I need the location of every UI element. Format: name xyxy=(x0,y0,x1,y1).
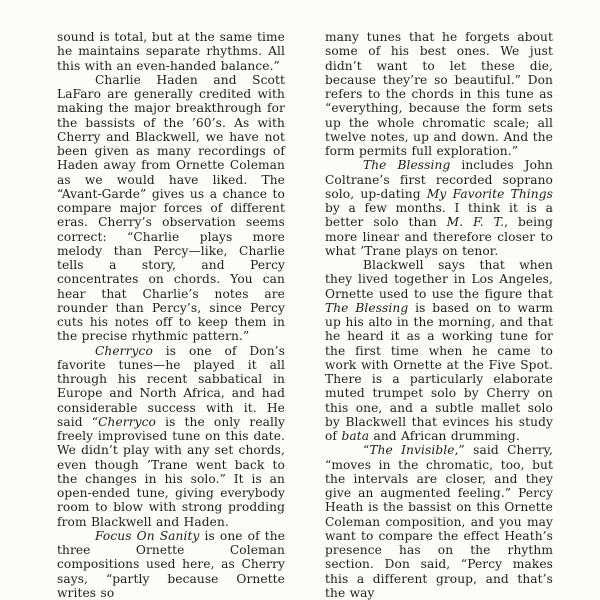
italic-text-segment: The Blessing xyxy=(325,300,409,315)
right-column xyxy=(325,30,553,600)
text-segment: ,” said Cherry, “moves in the chromatic, too, but the intervals are closer, and they give an augmented feeling.” Percy Heath is the bassist on this Ornette Coleman composition, and you may want to compare the effect Heath’s presence has on the rhythm section. Don said, “Percy makes this a different group, and that’s the way xyxy=(325,443,553,600)
text-segment: is the only really freely improvised tune on this date. We didn’t play with any set chords, even though ’Trane went back to the changes in his solo.” It is an open-ended tune, giving everybody room to blow with strong prodding from Blackwell and Haden. xyxy=(57,414,285,529)
italic-text-segment: Cherryco xyxy=(98,414,156,429)
text-segment: is one of the three Ornette Coleman compositions used here, as Cherry says, “partly because Ornette writes so xyxy=(57,528,286,600)
italic-text-segment: M. F. T. xyxy=(446,215,505,230)
italic-text-segment: Cherryco xyxy=(95,343,153,358)
text-segment: by a few months. I think it is a better solo than xyxy=(325,201,553,230)
text-segment: “ xyxy=(363,443,370,458)
italic-text-segment: bata xyxy=(341,429,370,443)
text-segment: many tunes that he forgets about some of his best ones. We just didn’t want to let these die, because they’re so beautiful.” Don refers to the chords in this tune as “everything, because the form sets up the whole chromatic scale; all twelve notes, up and down. And the form permits full exploration.” xyxy=(325,30,553,158)
text-segment: and African drumming. xyxy=(369,429,520,443)
text-segment: Charlie Haden and Scott LaFaro are generally credited with making the major breakthrough for the bassists of the ’60’s. As with Cherry and Blackwell, we have not been given as many recordings of Haden away from Ornette Coleman as we would have liked. The “Avant-Garde” gives us a chance to compare major forces of different eras. Cherry’s observation seems correct: “Charlie plays more melody than Percy—like, Charlie tells a story, and Percy concentrates on chords. You can hear that Charlie’s notes are rounder than Percy’s, since Percy cuts his notes off to keep them in the precise rhythmic pattern.” xyxy=(57,72,285,344)
paragraph xyxy=(57,344,285,529)
text-segment: Blackwell says that when they lived together in Los Angeles, Ornette used to use the figure that xyxy=(325,258,553,301)
paragraph xyxy=(57,529,285,600)
paragraph xyxy=(325,443,553,600)
paragraph xyxy=(325,30,553,158)
italic-text-segment: The Blessing xyxy=(363,158,451,173)
text-segment: sound is total, but at the same time he maintains separate rhythms. All this with an even-handed balance.” xyxy=(57,30,285,73)
paragraph xyxy=(57,30,285,73)
text-segment: is based on to warm up his alto in the morning, and that he heard it as a working tune for the first time when he came to work with Ornette at the Five Spot. There is a particularly elaborate muted trumpet solo by Cherry on this one, and a subtle mallet solo by Blackwell that evinces his study of xyxy=(325,300,553,443)
italic-text-segment: Focus On Sanity xyxy=(95,528,200,543)
left-column xyxy=(57,30,285,600)
text-segment: , being more linear and therefore closer to what ’Trane plays on tenor. xyxy=(325,215,554,258)
italic-text-segment: The Invisible xyxy=(369,443,455,458)
paragraph xyxy=(325,258,553,443)
italic-text-segment: My Favorite Things xyxy=(426,186,553,201)
text-segment: is one of Don’s favorite tunes—he played it all through his recent sabbatical in Europe and North Africa, and had considerable success with it. He said “ xyxy=(57,343,285,429)
paragraph xyxy=(57,73,285,344)
paragraph xyxy=(325,158,553,258)
text-segment: includes John Coltrane’s first recorded soprano solo, up-dating xyxy=(325,158,553,201)
